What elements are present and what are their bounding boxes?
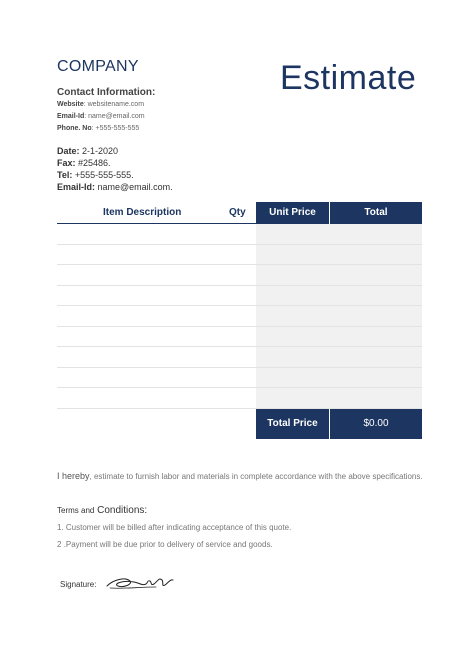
phone-label: Phone. No xyxy=(57,125,92,132)
contact-phone xyxy=(57,125,139,132)
term-item: 2 .Payment will be due prior to delivery of service and goods. xyxy=(57,540,273,549)
total-price-label: Total Price xyxy=(256,409,329,439)
table-price-columns xyxy=(256,224,422,409)
table-row xyxy=(57,285,422,286)
info-tel xyxy=(57,170,134,180)
signature-label: Signature: xyxy=(60,580,97,589)
tel-value: +555-555-555. xyxy=(72,170,134,180)
column-header-unit-price: Unit Price xyxy=(256,202,329,224)
website-label: Website xyxy=(57,101,84,108)
company-name: COMPANY xyxy=(57,58,139,75)
contact-website xyxy=(57,101,144,108)
table-row xyxy=(57,326,422,327)
table-row xyxy=(57,305,422,306)
document-title: Estimate xyxy=(280,59,417,97)
fax-label: Fax: xyxy=(57,158,76,168)
email-value: : name@email.com xyxy=(84,113,145,120)
conditions-label: Conditions: xyxy=(94,505,148,516)
fax-value: #25486. xyxy=(75,158,111,168)
terms-label: Terms and xyxy=(57,506,95,515)
info-fax xyxy=(57,158,111,168)
contact-heading: Contact Information: xyxy=(57,87,156,98)
tel-label: Tel: xyxy=(57,170,73,180)
date-label: Date: xyxy=(57,146,80,156)
signature-image xyxy=(104,571,176,593)
table-row xyxy=(57,244,422,245)
date-value: 2-1-2020 xyxy=(79,146,119,156)
table-row xyxy=(57,346,422,347)
email-label: Email-Id xyxy=(57,113,85,120)
term-item: 1. Customer will be billed after indicating acceptance of this quote. xyxy=(57,523,292,532)
table-row xyxy=(57,367,422,368)
contact-email xyxy=(57,113,145,120)
column-header-description: Item Description xyxy=(103,207,182,218)
website-value: : websitename.com xyxy=(83,101,145,108)
info-email-label: Email-Id: xyxy=(57,182,96,192)
column-header-qty: Qty xyxy=(229,207,246,218)
total-price-value: $0.00 xyxy=(330,409,422,439)
terms-heading xyxy=(57,505,147,516)
column-header-total: Total xyxy=(330,202,422,224)
statement xyxy=(57,471,423,481)
statement-text: , estimate to furnish labor and materials in complete accordance with the above specifications. xyxy=(89,472,423,481)
statement-lead: I hereby xyxy=(57,471,90,481)
table-header xyxy=(57,202,256,224)
info-email-value: name@email.com. xyxy=(95,182,173,192)
info-email xyxy=(57,182,173,192)
table-row xyxy=(57,264,422,265)
table-row xyxy=(57,387,422,388)
phone-value: : +555-555-555 xyxy=(91,125,140,132)
info-date xyxy=(57,146,118,156)
